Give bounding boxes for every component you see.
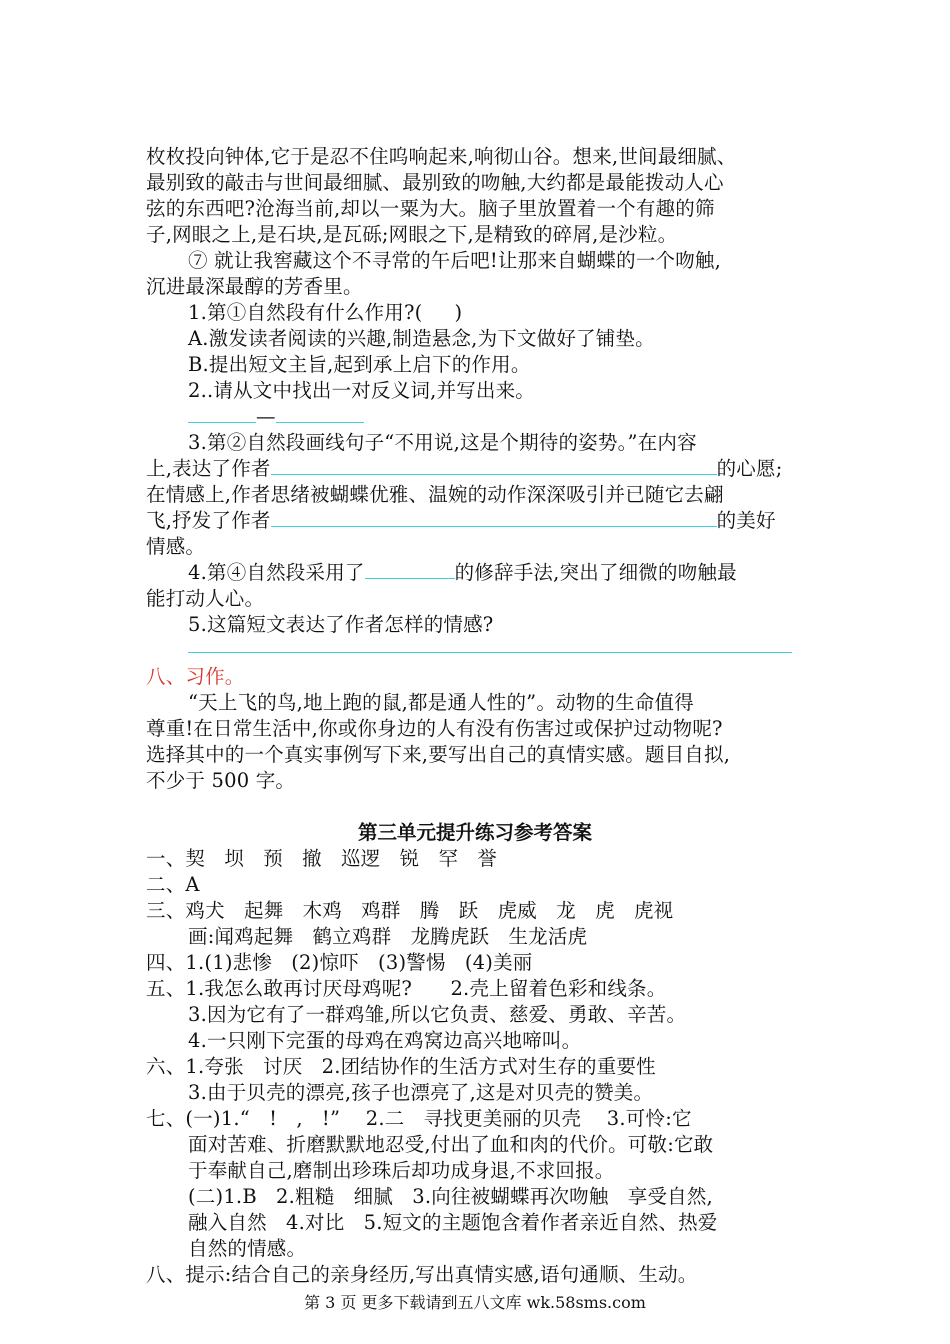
- question-1-option-b: B.提出短文主旨,起到承上启下的作用。: [188, 353, 531, 376]
- answers-title: 第三单元提升练习参考答案: [357, 821, 592, 844]
- passage-line: 最别致的敲击与世间最细腻、最别致的吻触,大约都是最能拨动人心: [146, 171, 724, 194]
- answer-blank[interactable]: [188, 404, 256, 423]
- question-3-line: 在情感上,作者思绪被蝴蝶优雅、温婉的动作深深吸引并已随它去翩: [146, 483, 724, 506]
- answer-blank[interactable]: [365, 560, 455, 579]
- answer-line: 3.因为它有了一群鸡雏,所以它负责、慈爱、勇敢、辛苦。: [188, 1003, 687, 1026]
- question-2: 2..请从文中找出一对反义词,并写出来。: [188, 379, 536, 402]
- question-1-option-a: A.激发读者阅读的兴趣,制造悬念,为下文做好了铺垫。: [188, 327, 655, 350]
- question-4-line: 4.第④自然段采用了 的修辞手法,突出了细微的吻触最: [188, 561, 737, 584]
- question-4-line: 能打动人心。: [146, 587, 265, 610]
- answer-line: 4.一只刚下完蛋的母鸡在鸡窝边高兴地啼叫。: [188, 1029, 582, 1052]
- passage-line: 弦的东西吧?沧海当前,却以一粟为大。脑子里放置着一个有趣的筛: [146, 197, 715, 220]
- essay-line: 尊重!在日常生活中,你或你身边的人有没有伤害过或保护过动物呢?: [146, 717, 723, 740]
- passage-line: 子,网眼之上,是石块,是瓦砾;网眼之下,是精致的碎屑,是沙粒。: [146, 223, 678, 246]
- answer-line: 于奉献自己,磨制出珍珠后却功成身退,不求回报。: [188, 1159, 615, 1182]
- answer-blank[interactable]: [271, 456, 717, 475]
- answer-line: 七、(一)1.“ ! , !” 2.二 寻找更美丽的贝壳 3.可怜:它: [146, 1107, 692, 1130]
- page-footer: 第 3 页 更多下载请到五八文库 wk.58sms.com: [304, 1293, 646, 1312]
- question-1: 1.第①自然段有什么作用?( ): [188, 301, 463, 324]
- answer-line: 融入自然 4.对比 5.短文的主题饱含着作者亲近自然、热爱: [188, 1211, 718, 1234]
- question-3-line: 情感。: [146, 535, 206, 558]
- question-2-blanks: [188, 404, 364, 430]
- question-3-line: 上,表达了作者 的心愿;: [146, 457, 783, 480]
- answer-line: (二)1.B 2.粗糙 细腻 3.向往被蝴蝶再次吻触 享受自然,: [188, 1185, 713, 1208]
- answer-line: 一、契 坝 预 撤 巡逻 锐 罕 誉: [146, 847, 498, 870]
- essay-heading: 八、习作。: [146, 665, 245, 688]
- answer-line: 六、1.夸张 讨厌 2.团结协作的生活方式对生存的重要性: [146, 1055, 656, 1078]
- answer-line: 五、1.我怎么敢再讨厌母鸡呢? 2.壳上留着色彩和线条。: [146, 977, 667, 1000]
- answer-line: 二、A: [146, 873, 200, 896]
- answer-blank[interactable]: [188, 634, 792, 653]
- blank-dash: —: [256, 405, 276, 428]
- answer-line: 八、提示:结合自己的亲身经历,写出真情实感,语句通顺、生动。: [146, 1263, 698, 1286]
- answer-line: 3.由于贝壳的漂亮,孩子也漂亮了,这是对贝壳的赞美。: [188, 1081, 654, 1104]
- question-3-line: 飞,抒发了作者 的美好: [146, 509, 776, 532]
- passage-line: 沉进最深最醇的芳香里。: [146, 275, 363, 298]
- essay-line: 不少于 500 字。: [146, 769, 296, 792]
- answer-line: 三、鸡犬 起舞 木鸡 鸡群 腾 跃 虎威 龙 虎 虎视: [146, 899, 674, 922]
- essay-line: “天上飞的鸟,地上跑的鼠,都是通人性的”。动物的生命值得: [188, 691, 694, 714]
- essay-line: 选择其中的一个真实事例写下来,要写出自己的真情实感。题目自拟,: [146, 743, 731, 766]
- answer-blank[interactable]: [271, 508, 717, 527]
- answer-line: 画:闻鸡起舞 鹤立鸡群 龙腾虎跃 生龙活虎: [188, 925, 588, 948]
- answer-line: 自然的情感。: [188, 1237, 307, 1260]
- answer-blank[interactable]: [276, 404, 364, 423]
- question-3-line: 3.第②自然段画线句子“不用说,这是个期待的姿势。”在内容: [188, 431, 697, 454]
- question-5-blank: [188, 634, 792, 660]
- question-5: 5.这篇短文表达了作者怎样的情感?: [188, 613, 494, 636]
- answer-line: 面对苦难、折磨默默地忍受,付出了血和肉的代价。可敬:它敢: [188, 1133, 714, 1156]
- answer-line: 四、1.(1)悲惨 (2)惊吓 (3)警惕 (4)美丽: [146, 951, 533, 974]
- passage-line: 枚枚投向钟体,它于是忍不住呜响起来,响彻山谷。想来,世间最细腻、: [146, 145, 737, 168]
- passage-line: ⑦ 就让我窖藏这个不寻常的午后吧!让那来自蝴蝶的一个吻触,: [188, 249, 722, 272]
